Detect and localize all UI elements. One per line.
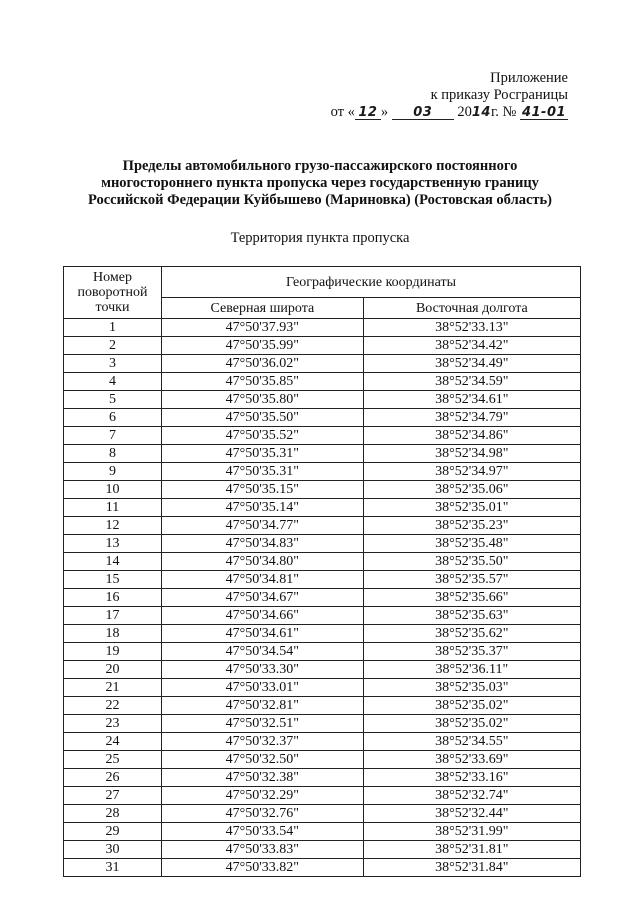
latitude-cell: 47°50'35.52" <box>162 427 364 445</box>
point-number-cell: 10 <box>64 481 162 499</box>
point-number-cell: 1 <box>64 319 162 337</box>
table-row <box>64 841 581 859</box>
table-row <box>64 715 581 733</box>
longitude-cell: 38°52'34.55" <box>363 733 580 751</box>
longitude-cell: 38°52'31.84" <box>363 859 580 877</box>
point-number-cell: 4 <box>64 373 162 391</box>
point-number-cell: 3 <box>64 355 162 373</box>
header-east-longitude: Восточная долгота <box>363 298 580 319</box>
latitude-cell: 47°50'36.02" <box>162 355 364 373</box>
latitude-cell: 47°50'35.31" <box>162 463 364 481</box>
point-number-cell: 23 <box>64 715 162 733</box>
longitude-cell: 38°52'35.02" <box>363 697 580 715</box>
table-row <box>64 499 581 517</box>
order-date-mid: » <box>380 104 389 120</box>
table-row <box>64 337 581 355</box>
point-number-cell: 13 <box>64 535 162 553</box>
longitude-cell: 38°52'35.50" <box>363 553 580 571</box>
table-row <box>64 589 581 607</box>
header-north-latitude: Северная широта <box>162 298 364 319</box>
table-row <box>64 535 581 553</box>
point-number-cell: 7 <box>64 427 162 445</box>
longitude-cell: 38°52'35.66" <box>363 589 580 607</box>
table-row <box>64 859 581 877</box>
point-number-cell: 8 <box>64 445 162 463</box>
longitude-cell: 38°52'35.63" <box>363 607 580 625</box>
latitude-cell: 47°50'34.81" <box>162 571 364 589</box>
table-row <box>64 733 581 751</box>
point-number-cell: 14 <box>64 553 162 571</box>
latitude-cell: 47°50'32.50" <box>162 751 364 769</box>
point-number-cell: 12 <box>64 517 162 535</box>
table-row <box>64 463 581 481</box>
longitude-cell: 38°52'32.74" <box>363 787 580 805</box>
longitude-cell: 38°52'34.61" <box>363 391 580 409</box>
longitude-cell: 38°52'35.01" <box>363 499 580 517</box>
table-row <box>64 625 581 643</box>
latitude-cell: 47°50'34.61" <box>162 625 364 643</box>
longitude-cell: 38°52'35.02" <box>363 715 580 733</box>
latitude-cell: 47°50'32.38" <box>162 769 364 787</box>
latitude-cell: 47°50'34.67" <box>162 589 364 607</box>
order-day: 12 <box>355 106 381 120</box>
longitude-cell: 38°52'34.42" <box>363 337 580 355</box>
appendix-label: Приложение <box>490 70 568 86</box>
table-row <box>64 661 581 679</box>
table-row <box>64 319 581 337</box>
latitude-cell: 47°50'35.15" <box>162 481 364 499</box>
latitude-cell: 47°50'33.82" <box>162 859 364 877</box>
point-number-cell: 22 <box>64 697 162 715</box>
longitude-cell: 38°52'35.62" <box>363 625 580 643</box>
point-number-cell: 15 <box>64 571 162 589</box>
point-number-cell: 2 <box>64 337 162 355</box>
latitude-cell: 47°50'35.50" <box>162 409 364 427</box>
table-row <box>64 787 581 805</box>
latitude-cell: 47°50'32.29" <box>162 787 364 805</box>
title-line-2: многостороннего пункта пропуска через государственную границу <box>101 175 539 191</box>
latitude-cell: 47°50'35.31" <box>162 445 364 463</box>
order-number: 41-01 <box>521 105 567 120</box>
point-number-cell: 21 <box>64 679 162 697</box>
longitude-cell: 38°52'31.99" <box>363 823 580 841</box>
point-number-cell: 6 <box>64 409 162 427</box>
table-row <box>64 481 581 499</box>
point-number-cell: 11 <box>64 499 162 517</box>
point-number-cell: 24 <box>64 733 162 751</box>
table-row <box>64 517 581 535</box>
longitude-cell: 38°52'33.16" <box>363 769 580 787</box>
longitude-cell: 38°52'36.11" <box>363 661 580 679</box>
order-year-tail: г. № <box>490 104 517 120</box>
latitude-cell: 47°50'37.93" <box>162 319 364 337</box>
longitude-cell: 38°52'34.79" <box>363 409 580 427</box>
longitude-cell: 38°52'33.69" <box>363 751 580 769</box>
longitude-cell: 38°52'35.37" <box>363 643 580 661</box>
latitude-cell: 47°50'33.01" <box>162 679 364 697</box>
latitude-cell: 47°50'35.14" <box>162 499 364 517</box>
table-row <box>64 697 581 715</box>
point-number-cell: 29 <box>64 823 162 841</box>
table-row <box>64 553 581 571</box>
table-row <box>64 445 581 463</box>
section-subtitle: Территория пункта пропуска <box>230 230 410 246</box>
table-row <box>64 769 581 787</box>
latitude-cell: 47°50'34.80" <box>162 553 364 571</box>
longitude-cell: 38°52'34.49" <box>363 355 580 373</box>
title-line-3: Российской Федерации Куйбышево (Мариновка) (Ростовская область) <box>87 192 553 208</box>
latitude-cell: 47°50'35.80" <box>162 391 364 409</box>
longitude-cell: 38°52'34.97" <box>363 463 580 481</box>
point-number-cell: 30 <box>64 841 162 859</box>
latitude-cell: 47°50'34.54" <box>162 643 364 661</box>
appendix-header <box>331 70 568 121</box>
latitude-cell: 47°50'32.51" <box>162 715 364 733</box>
point-number-cell: 5 <box>64 391 162 409</box>
table-row <box>64 391 581 409</box>
order-month: 03 <box>392 106 454 120</box>
latitude-cell: 47°50'34.77" <box>162 517 364 535</box>
point-number-cell: 9 <box>64 463 162 481</box>
order-date-number <box>331 104 568 121</box>
point-number-cell: 28 <box>64 805 162 823</box>
longitude-cell: 38°52'31.81" <box>363 841 580 859</box>
coordinates-body <box>64 319 581 877</box>
coordinates-table <box>63 266 581 877</box>
longitude-cell: 38°52'35.03" <box>363 679 580 697</box>
table-row <box>64 805 581 823</box>
point-number-cell: 19 <box>64 643 162 661</box>
point-number-cell: 31 <box>64 859 162 877</box>
point-number-cell: 16 <box>64 589 162 607</box>
point-number-cell: 25 <box>64 751 162 769</box>
point-number-cell: 17 <box>64 607 162 625</box>
point-number-cell: 20 <box>64 661 162 679</box>
latitude-cell: 47°50'35.99" <box>162 337 364 355</box>
order-year-prefix: 20 <box>457 104 472 120</box>
longitude-cell: 38°52'34.98" <box>363 445 580 463</box>
table-row <box>64 679 581 697</box>
latitude-cell: 47°50'32.81" <box>162 697 364 715</box>
point-number-cell: 27 <box>64 787 162 805</box>
point-number-cell: 18 <box>64 625 162 643</box>
document-title <box>0 158 640 209</box>
longitude-cell: 38°52'35.48" <box>363 535 580 553</box>
order-date-prefix: от « <box>330 104 355 120</box>
longitude-cell: 38°52'35.57" <box>363 571 580 589</box>
title-line-1: Пределы автомобильного грузо-пассажирского постоянного <box>122 158 518 174</box>
latitude-cell: 47°50'34.66" <box>162 607 364 625</box>
latitude-cell: 47°50'33.54" <box>162 823 364 841</box>
header-geo-coordinates: Географические координаты <box>162 267 581 298</box>
point-number-cell: 26 <box>64 769 162 787</box>
order-reference: к приказу Росграницы <box>430 87 568 103</box>
latitude-cell: 47°50'34.83" <box>162 535 364 553</box>
table-row <box>64 355 581 373</box>
longitude-cell: 38°52'34.86" <box>363 427 580 445</box>
order-year-suffix: 14 <box>471 105 491 120</box>
latitude-cell: 47°50'32.76" <box>162 805 364 823</box>
table-row <box>64 409 581 427</box>
longitude-cell: 38°52'35.23" <box>363 517 580 535</box>
table-row <box>64 751 581 769</box>
header-point-number: Номер поворотной точки <box>64 267 162 319</box>
table-row <box>64 643 581 661</box>
longitude-cell: 38°52'34.59" <box>363 373 580 391</box>
longitude-cell: 38°52'35.06" <box>363 481 580 499</box>
table-row <box>64 607 581 625</box>
latitude-cell: 47°50'32.37" <box>162 733 364 751</box>
table-row <box>64 373 581 391</box>
longitude-cell: 38°52'32.44" <box>363 805 580 823</box>
latitude-cell: 47°50'33.30" <box>162 661 364 679</box>
table-row <box>64 823 581 841</box>
latitude-cell: 47°50'35.85" <box>162 373 364 391</box>
latitude-cell: 47°50'33.83" <box>162 841 364 859</box>
table-row <box>64 571 581 589</box>
table-row <box>64 427 581 445</box>
longitude-cell: 38°52'33.13" <box>363 319 580 337</box>
